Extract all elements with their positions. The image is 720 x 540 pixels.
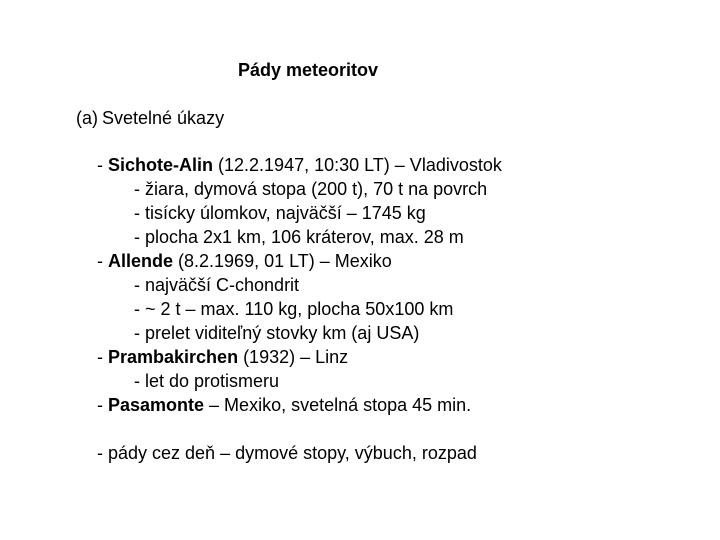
slide-title: Pády meteoritov: [238, 60, 379, 80]
section-label: (a): [76, 108, 98, 128]
entry-detail: - let do protismeru: [134, 371, 280, 391]
entry-line: - Pasamonte – Mexiko, svetelná stopa 45 min.: [97, 395, 472, 415]
entry-detail: - plocha 2x1 km, 106 kráterov, max. 28 m: [134, 227, 464, 247]
entry-name: Prambakirchen: [108, 347, 239, 367]
entry-detail: - tisícky úlomkov, najväčší – 1745 kg: [134, 203, 426, 223]
entry-line: - Allende (8.2.1969, 01 LT) – Mexiko: [97, 251, 392, 271]
entry-detail: - najväčší C-chondrit: [134, 275, 300, 295]
closing-note: - pády cez deň – dymové stopy, výbuch, rozpad: [97, 443, 477, 463]
entry-name: Allende: [108, 251, 174, 271]
entry-name: Pasamonte: [108, 395, 205, 415]
entry-detail: - žiara, dymová stopa (200 t), 70 t na povrch: [134, 179, 488, 199]
entry-name: Sichote-Alin: [108, 155, 214, 175]
section-text: Svetelné úkazy: [102, 108, 225, 128]
entry-line: - Prambakirchen (1932) – Linz: [97, 347, 349, 367]
section-heading: [76, 108, 224, 129]
entry-detail: - prelet viditeľný stovky km (aj USA): [134, 323, 420, 343]
entry-list: [97, 153, 502, 417]
entry-line: - Sichote-Alin (12.2.1947, 10:30 LT) – Vladivostok: [97, 155, 502, 175]
entry-detail: - ~ 2 t – max. 110 kg, plocha 50x100 km: [134, 299, 454, 319]
